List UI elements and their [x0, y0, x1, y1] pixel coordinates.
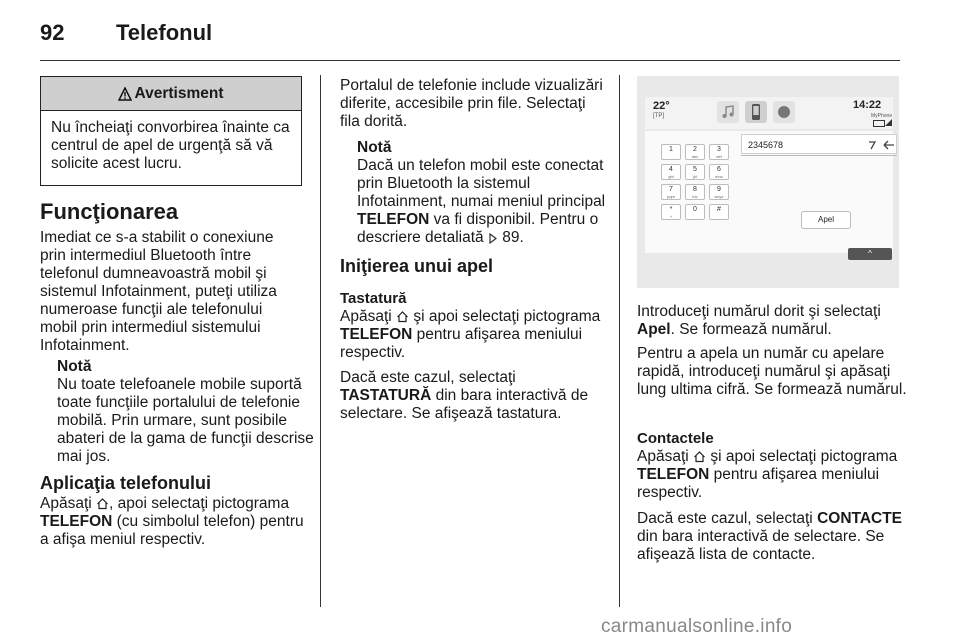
contacts-paragraph-2: [637, 510, 905, 564]
keyword-telefon: TELEFON: [357, 211, 430, 228]
screen-top-bar: [645, 97, 893, 129]
screen-clock: 14:22: [853, 99, 882, 111]
text-run: (cu simbolul telefon) pentru a afişa meniul respectiv.: [40, 513, 304, 548]
page-number: 92: [40, 20, 65, 45]
intro-paragraph: Imediat ce s-a stabilit o conexiune prin intermediul Bluetooth între telefonul dumneavoastră mobil şi sistemul Infotainment, puteţi utiliza numeroase funcţii ale telefonului mobil prin intermediul sistemului Infotainment.: [40, 229, 277, 354]
contacts-paragraph-1: [637, 448, 905, 502]
screen-keypad-panel: [645, 131, 893, 253]
text-run: . Se formează numărul.: [670, 321, 832, 338]
keyword-telefon: TELEFON: [637, 466, 710, 483]
note-block: [40, 358, 322, 466]
screen-key: 7 pqrs: [661, 184, 681, 200]
column-divider: [320, 75, 321, 607]
keyword-apel: Apel: [637, 321, 671, 338]
warning-title: Avertisment: [134, 84, 224, 102]
screen-keypad: [661, 139, 735, 245]
page-reference[interactable]: 89.: [502, 229, 524, 246]
text-run: Introduceţi numărul dorit şi selectaţi: [637, 303, 881, 320]
screen-mic-icon: [867, 140, 877, 150]
screen-phone-name: MyPhone: [871, 113, 893, 119]
speed-dial-paragraph: Pentru a apela un număr cu apelare rapidă, introduceţi numărul şi apăsaţi lung ultima cifră. Se formează numărul.: [637, 345, 907, 398]
screen-key: 8 tuv: [685, 184, 705, 200]
chapter-title: Telefonul: [116, 20, 213, 45]
note-label: Notă: [57, 358, 92, 375]
screen-key: 0: [685, 204, 705, 220]
screen-key: 1: [661, 144, 681, 160]
text-run: , apoi selectaţi pictograma: [109, 495, 290, 512]
keypad-paragraph-2: [340, 369, 608, 423]
dial-paragraph: [637, 303, 907, 339]
info-tab-icon: [773, 101, 795, 123]
text-run: va fi disponibil. Pentru o descriere detaliată: [357, 211, 599, 246]
warning-text: Nu încheiaţi convorbirea înainte ca centrul de apel de urgenţă să vă solicite acest lucru.: [51, 119, 290, 172]
section-heading: Funcţionarea: [40, 199, 179, 224]
screen-call-button: Apel: [801, 211, 851, 229]
phone-tab-icon: [745, 101, 767, 123]
watermark: carmanualsonline.info: [601, 616, 793, 637]
subsection-heading: Aplicaţia telefonului: [40, 473, 212, 493]
keyword-tastatura: TASTATURĂ: [340, 387, 432, 404]
music-tab-icon: [717, 101, 739, 123]
battery-icon: [873, 120, 885, 127]
text-run: şi apoi selectaţi pictograma: [706, 448, 898, 465]
note-block-2: [340, 139, 622, 247]
screen-key: 9 wxyz: [709, 184, 729, 200]
screen-key: 3 def: [709, 144, 729, 160]
text-run: pentru afişarea meniului respectiv.: [340, 326, 583, 361]
screen-backspace-icon: [883, 140, 895, 150]
subsection-heading-keypad: Tastatură: [340, 290, 407, 307]
infotainment-screen-image: [637, 76, 899, 288]
text-run: Apăsaţi: [637, 448, 689, 465]
text-run: Dacă un telefon mobil este conectat prin Bluetooth la sistemul Infotainment, numai meniul principal: [357, 157, 606, 210]
screen-key: 4 ghi: [661, 164, 681, 180]
keyword-telefon: TELEFON: [40, 513, 113, 530]
text-run: Dacă este cazul, selectaţi: [340, 369, 516, 386]
keyword-telefon: TELEFON: [340, 326, 413, 343]
text-run: Apăsaţi: [340, 308, 392, 325]
text-run: şi apoi selectaţi pictograma: [409, 308, 601, 325]
note-text: Nu toate telefoanele mobile suportă toate funcţiile portalului de telefonie mobilă. Prin urmare, sunt posibile abateri de la gama de funcţii descrise mai jos.: [57, 376, 314, 465]
keypad-paragraph-1: [340, 308, 608, 362]
page-reference-arrow-icon: [488, 233, 498, 244]
app-paragraph: [40, 495, 310, 549]
screen-temperature: 22°: [653, 100, 670, 112]
screen-collapse-button: ^: [848, 248, 892, 260]
warning-triangle-icon: [118, 87, 132, 101]
screen-field-divider: [741, 155, 897, 156]
header-rule: [40, 60, 900, 61]
screen-key: #: [709, 204, 729, 220]
keyword-contacte: CONTACTE: [817, 510, 903, 527]
note-text: [357, 157, 622, 247]
subsection-heading-contacts: Contactele: [637, 430, 714, 447]
text-run: Apăsaţi: [40, 495, 92, 512]
text-run: din bara interactivă de selectare. Se afişează lista de contacte.: [637, 528, 885, 563]
warning-box: [40, 76, 302, 186]
home-icon: [96, 497, 109, 510]
screen-number-field: 2345678: [741, 134, 897, 154]
text-run: Dacă este cazul, selectaţi: [637, 510, 818, 527]
screen-key: * +: [661, 204, 681, 220]
signal-icon: [885, 119, 892, 126]
screen-key: 6 mno: [709, 164, 729, 180]
section-heading-2: Iniţierea unui apel: [340, 256, 494, 276]
note-label: Notă: [357, 139, 392, 156]
warning-header: [41, 77, 301, 111]
portal-paragraph: Portalul de telefonie include vizualizări diferite, accesibile prin file. Selectaţi fila dorită.: [340, 77, 603, 130]
text-run: pentru afişarea meniului respectiv.: [637, 466, 880, 501]
screen-key: 2 abc: [685, 144, 705, 160]
home-icon: [396, 310, 409, 323]
home-icon: [693, 450, 706, 463]
text-run: din bara interactivă de selectare. Se afişează tastatura.: [340, 387, 589, 422]
screen-tp: [TP]: [653, 113, 665, 119]
screen-key: 5 jkl: [685, 164, 705, 180]
